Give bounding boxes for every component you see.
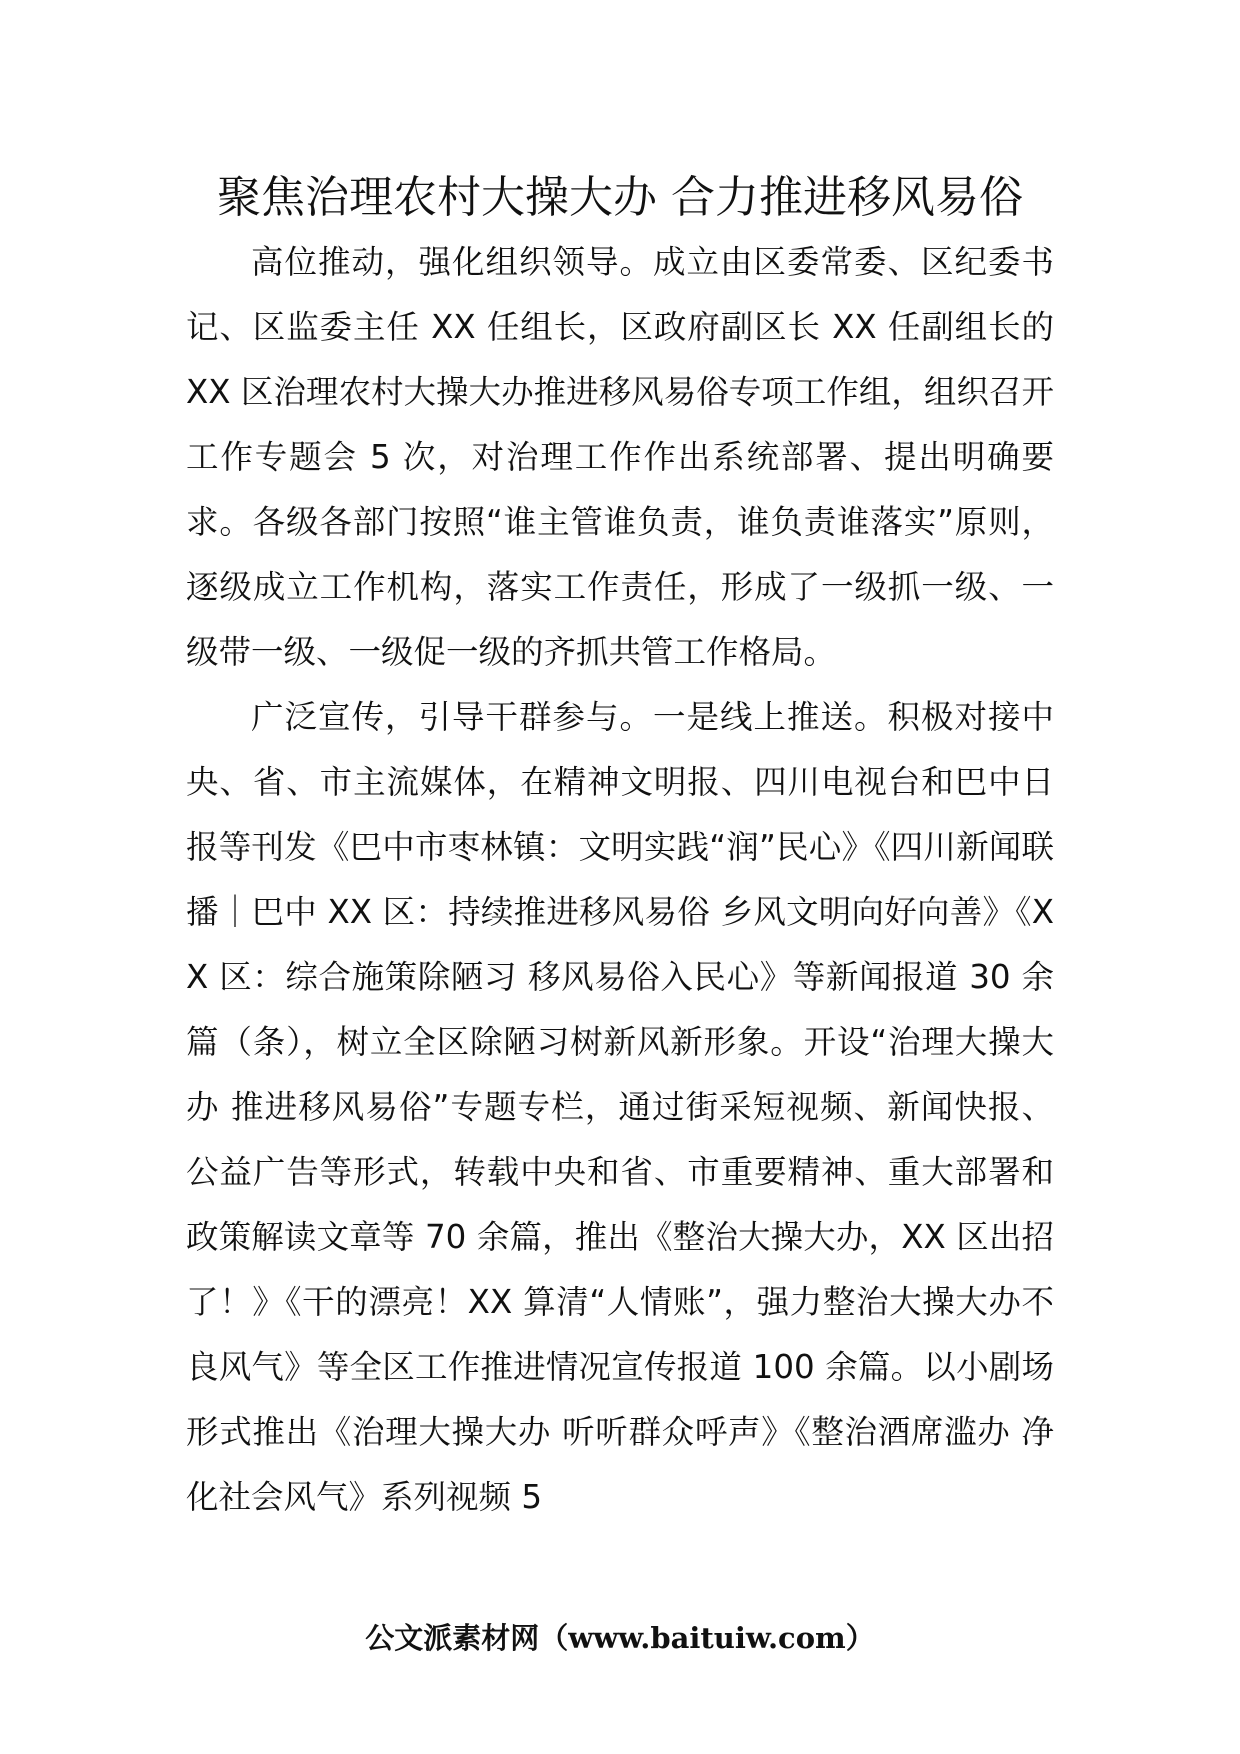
paragraph-organization-leadership: 高位推动，强化组织领导。成立由区委常委、区纪委书记、区监委主任 XX 任组长，区政府副区长 XX 任副组长的 XX 区治理农村大操大办推进移风易俗专项工作组，组织召开工作专题会 5 次，对治理工作作出系统部署、提出明确要求。各级各部门按照“谁主管谁负责，谁负责谁落实”原则，逐级成立工作机构，落实工作责任，形成了一级抓一级、一级带一级、一级促一级的齐抓共管工作格局。 [186,243,1054,671]
document-body [186,230,1054,1530]
footer-watermark: 公文派素材网（www.baituiw.com） [365,1621,875,1655]
paragraph-publicity-participation: 广泛宣传，引导干群参与。一是线上推送。积极对接中央、省、市主流媒体，在精神文明报、四川电视台和巴中日报等刊发《巴中市枣林镇：文明实践“润”民心》《四川新闻联播｜巴中 XX 区：持续推进移风易俗 乡风文明向好向善》《XX 区：综合施策除陋习 移风易俗入民心》等新闻报道 30 余篇（条），树立全区除陋习树新风新形象。开设“治理大操大办 推进移风易俗”专题专栏，通过街采短视频、新闻快报、公益广告等形式，转载中央和省、市重要精神、重大部署和政策解读文章等 70 余篇，推出《整治大操大办，XX 区出招了！》《干的漂亮！XX 算清“人情账”，强力整治大操大办不良风气》等全区工作推进情况宣传报道 100 余篇。以小剧场形式推出《治理大操大办 听听群众呼声》《整治酒席滥办 净化社会风气》系列视频 5 [186,698,1054,1516]
document-title: 聚焦治理农村大操大办 合力推进移风易俗 [217,172,1023,223]
